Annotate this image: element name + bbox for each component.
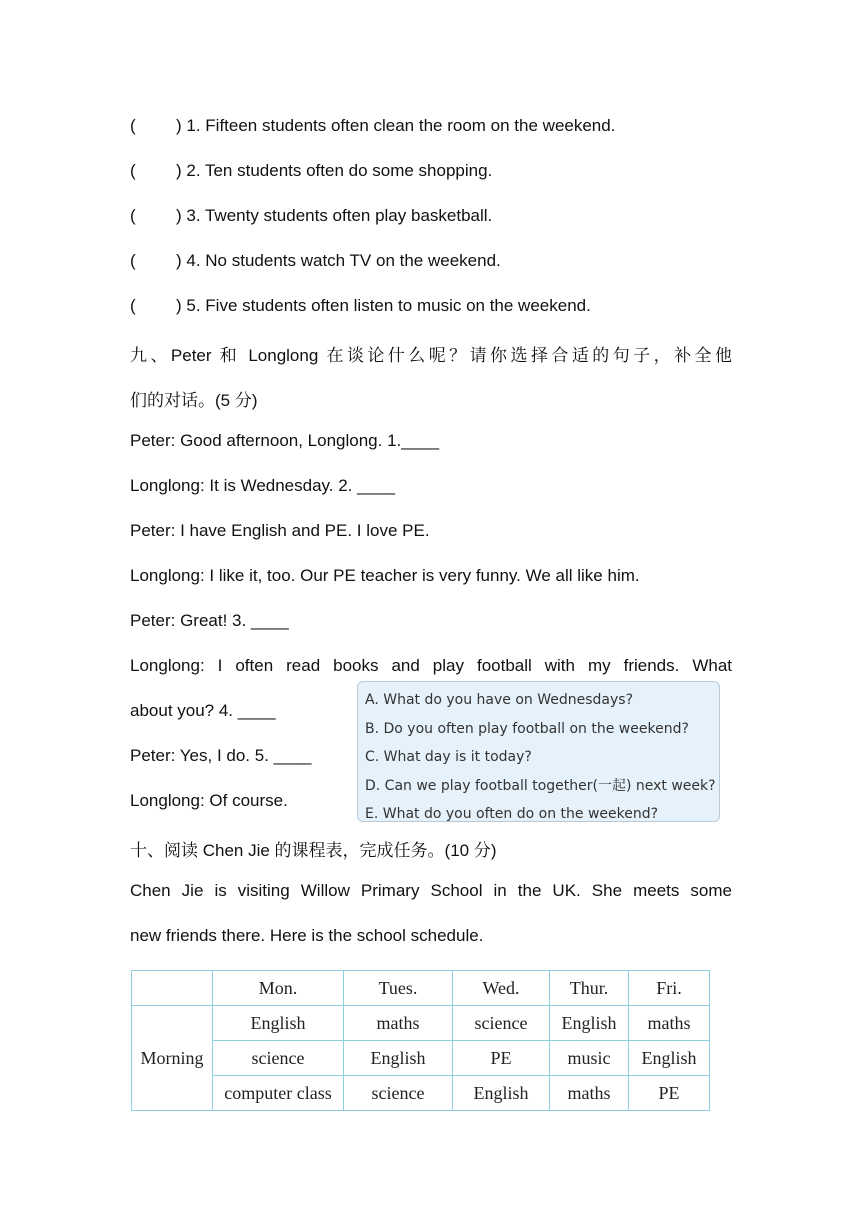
- judge-item: [130, 161, 492, 181]
- table-header-cell: Wed.: [453, 971, 550, 1006]
- table-corner-cell: [132, 971, 213, 1006]
- dialogue-line: Longlong: I like it, too. Our PE teacher is very funny. We all like him.: [130, 566, 640, 585]
- option-c: C. What day is it today?: [365, 749, 532, 766]
- table-cell: PE: [629, 1076, 710, 1111]
- options-box: [357, 681, 720, 822]
- table-row: [132, 1041, 710, 1076]
- judge-item: [130, 206, 492, 226]
- answer-blank[interactable]: (: [130, 161, 136, 180]
- section9-heading-cont: 们的对话。(5 分): [130, 391, 258, 410]
- table-cell: computer class: [213, 1076, 344, 1111]
- answer-blank[interactable]: (: [130, 296, 136, 315]
- option-b: B. Do you often play football on the weekend?: [365, 720, 689, 737]
- section10-intro: Chen Jie is visiting Willow Primary School in the UK. She meets some: [130, 881, 732, 900]
- judge-item-text: ) 2. Ten students often do some shopping.: [176, 161, 493, 180]
- table-cell: science: [213, 1041, 344, 1076]
- section10-heading: 十、阅读 Chen Jie 的课程表，完成任务。(10 分): [130, 841, 497, 860]
- table-cell: English: [453, 1076, 550, 1111]
- table-row: [132, 1006, 710, 1041]
- option-a: A. What do you have on Wednesdays?: [365, 692, 634, 708]
- table-header-cell: Fri.: [629, 971, 710, 1006]
- judge-item-text: ) 5. Five students often listen to music on the weekend.: [176, 296, 591, 315]
- option-d: D. Can we play football together(一起) next week?: [365, 777, 716, 794]
- table-cell: music: [550, 1041, 629, 1076]
- section9-heading: 九、Peter 和 Longlong 在谈论什么呢？请你选择合适的句子，补全他: [130, 346, 732, 365]
- judge-item-text: ) 3. Twenty students often play basketball.: [176, 206, 493, 225]
- dialogue-line: Peter: I have English and PE. I love PE.: [130, 521, 430, 540]
- schedule-table: [131, 970, 710, 1111]
- judge-item-text: ) 4. No students watch TV on the weekend.: [176, 251, 501, 270]
- table-cell: science: [453, 1006, 550, 1041]
- judge-item: [130, 116, 615, 136]
- table-header-cell: Mon.: [213, 971, 344, 1006]
- period-label-cell: Morning: [132, 1006, 213, 1111]
- dialogue-line: Longlong: I often read books and play football with my friends. What: [130, 656, 732, 675]
- table-cell: maths: [629, 1006, 710, 1041]
- table-row: [132, 1076, 710, 1111]
- dialogue-line: Longlong: Of course.: [130, 791, 288, 810]
- table-cell: English: [344, 1041, 453, 1076]
- table-header-cell: Tues.: [344, 971, 453, 1006]
- table-cell: English: [550, 1006, 629, 1041]
- section10-intro-cont: new friends there. Here is the school schedule.: [130, 926, 484, 945]
- table-cell: PE: [453, 1041, 550, 1076]
- dialogue-line: Peter: Good afternoon, Longlong. 1.____: [130, 431, 440, 450]
- answer-blank[interactable]: (: [130, 251, 136, 270]
- judge-item: [130, 251, 501, 271]
- dialogue-line: Peter: Great! 3. ____: [130, 611, 289, 630]
- table-cell: maths: [550, 1076, 629, 1111]
- dialogue-line: Longlong: It is Wednesday. 2. ____: [130, 476, 395, 495]
- table-cell: English: [629, 1041, 710, 1076]
- table-cell: English: [213, 1006, 344, 1041]
- table-cell: science: [344, 1076, 453, 1111]
- table-header-cell: Thur.: [550, 971, 629, 1006]
- table-cell: maths: [344, 1006, 453, 1041]
- answer-blank[interactable]: (: [130, 116, 136, 135]
- judge-item: [130, 296, 591, 316]
- option-e: E. What do you often do on the weekend?: [365, 806, 659, 823]
- judge-item-text: ) 1. Fifteen students often clean the room on the weekend.: [176, 116, 616, 135]
- answer-blank[interactable]: (: [130, 206, 136, 225]
- table-header-row: [132, 971, 710, 1006]
- dialogue-line: Peter: Yes, I do. 5. ____: [130, 746, 312, 765]
- dialogue-line: about you? 4. ____: [130, 701, 276, 720]
